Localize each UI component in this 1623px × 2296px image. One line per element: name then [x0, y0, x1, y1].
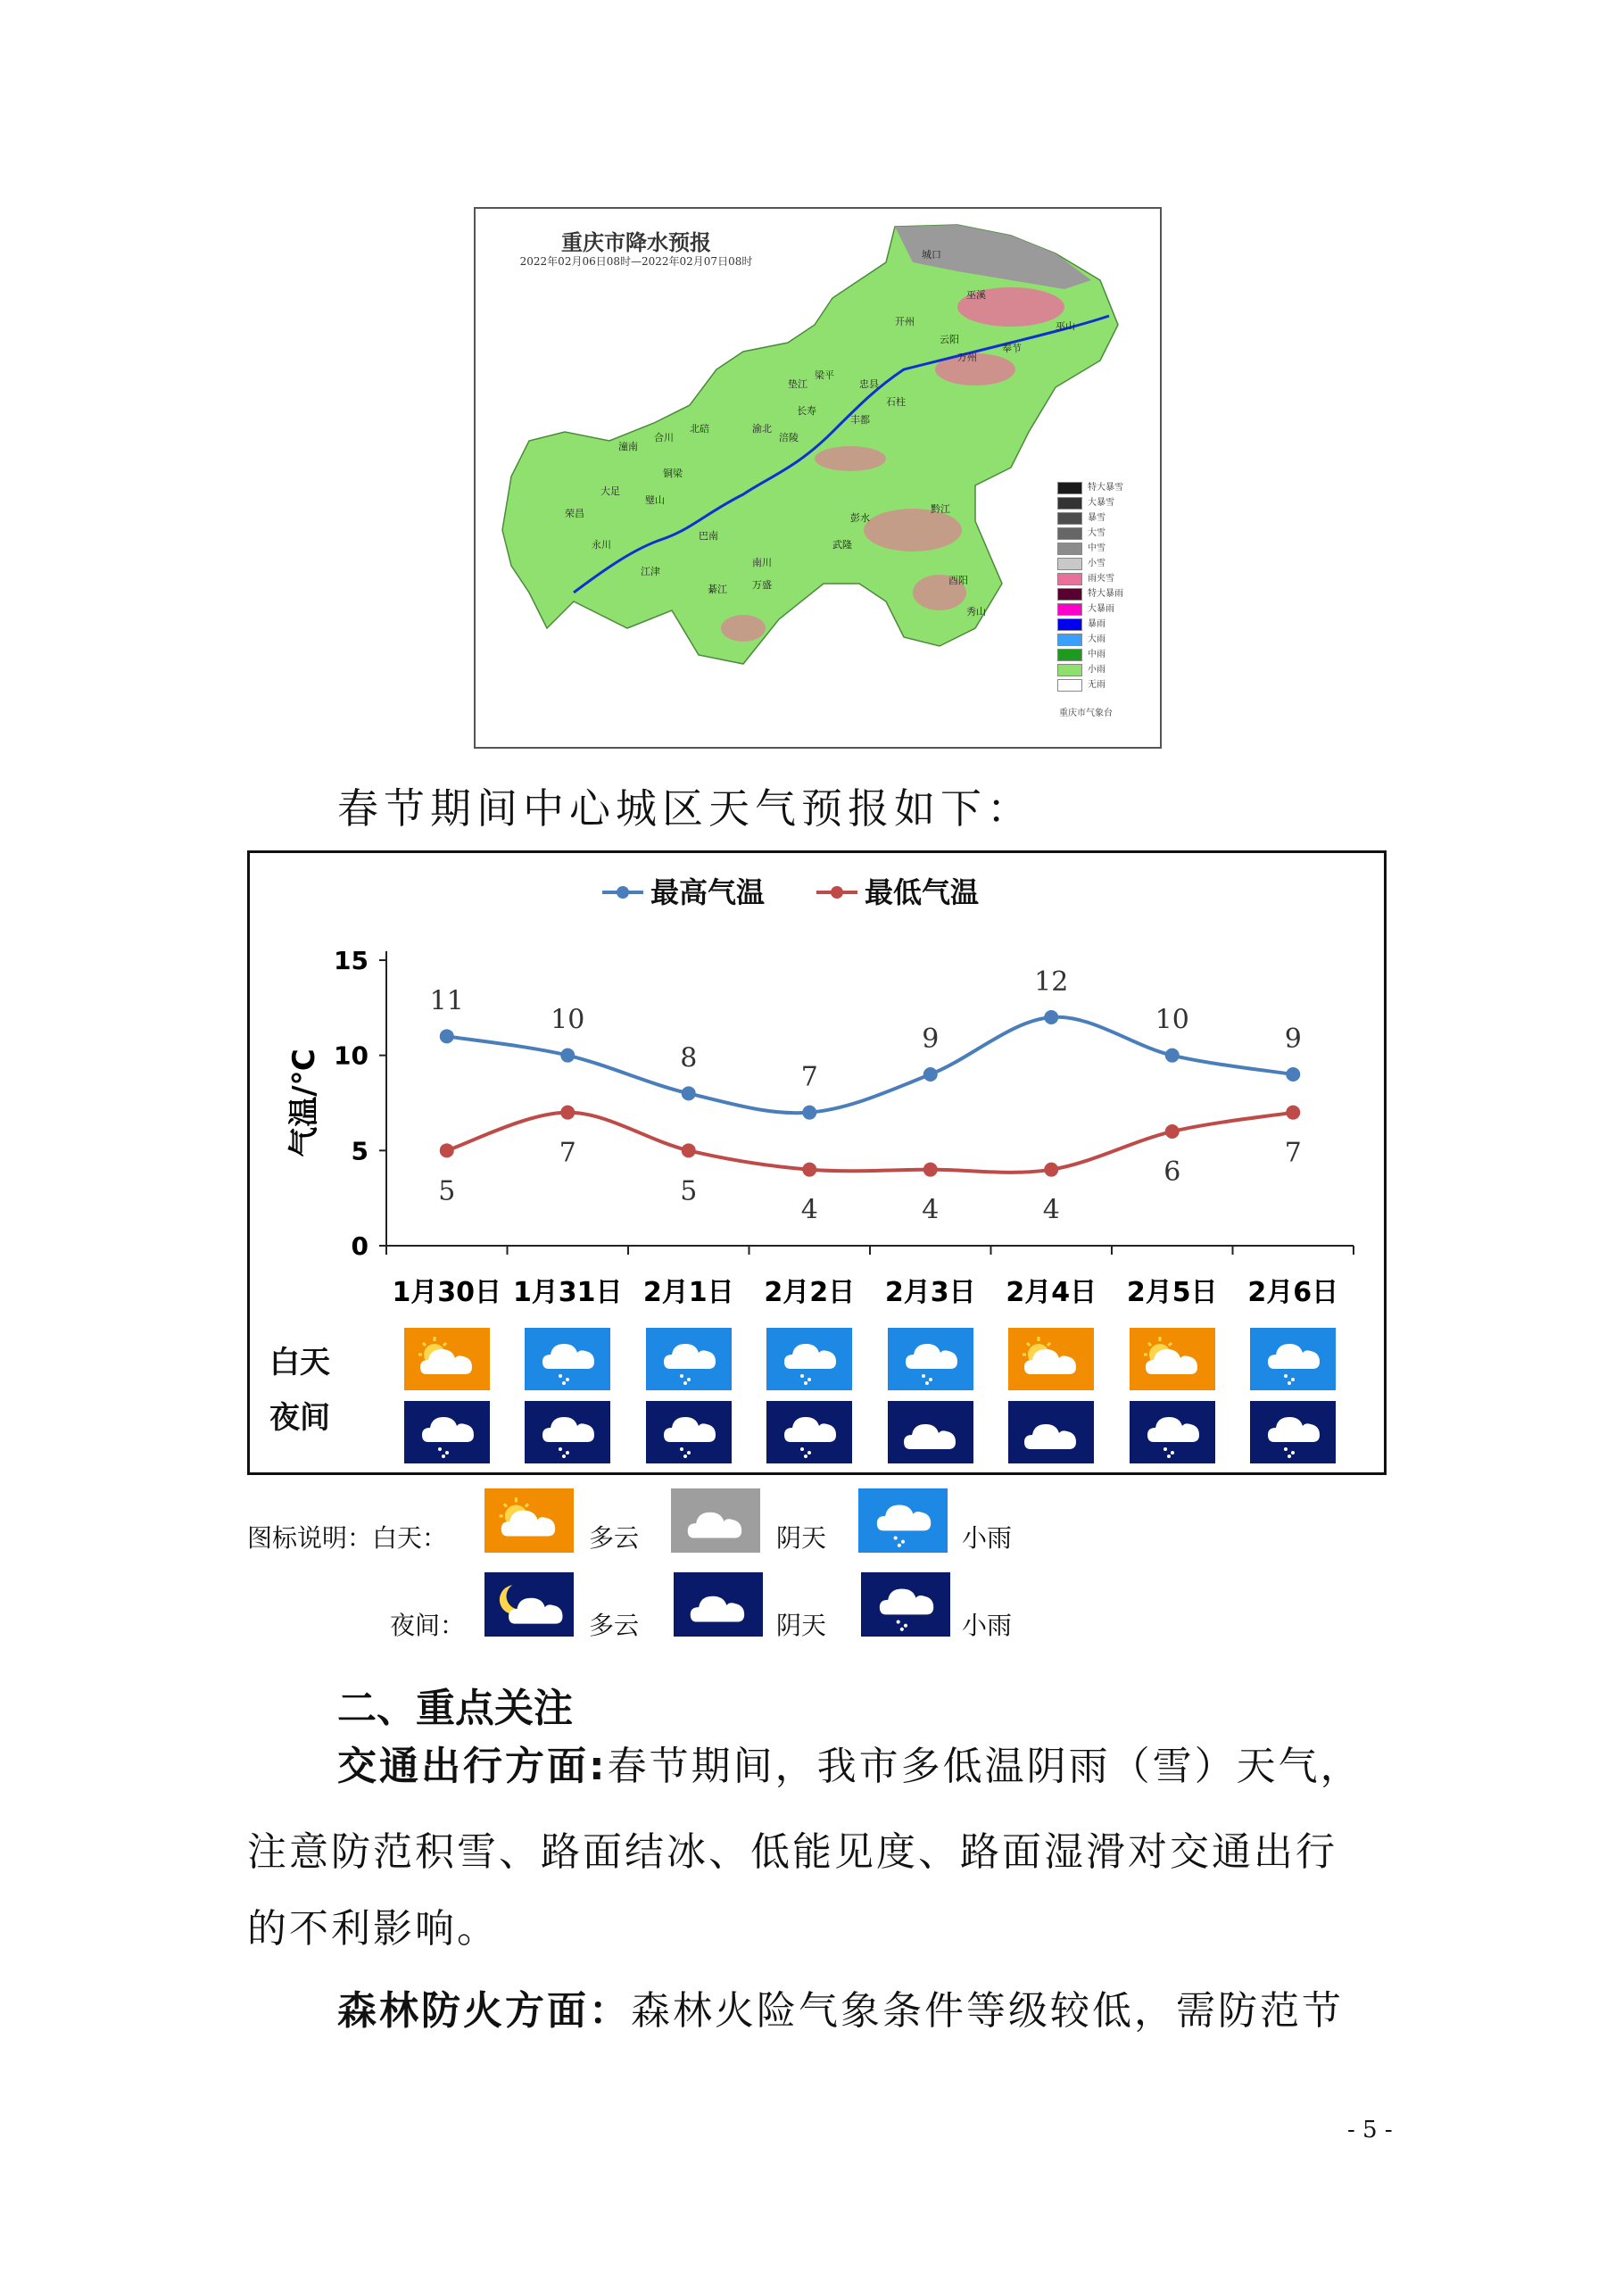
legend-swatch	[1057, 512, 1082, 525]
data-label: 12	[1034, 966, 1069, 998]
legend-swatch	[1057, 618, 1082, 631]
data-label: 4	[1042, 1194, 1060, 1226]
map-legend-item	[1057, 587, 1155, 601]
map-legend-item	[1057, 678, 1155, 692]
traffic-paragraph-line1: 交通出行方面:春节期间，我市多低温阴雨（雪）天气，	[337, 1744, 1362, 1789]
light-rain-day-icon	[646, 1328, 732, 1390]
map-place-label: 云阳	[940, 334, 959, 345]
map-place-label: 彭水	[850, 512, 870, 524]
legend-swatch	[1057, 649, 1082, 661]
forest-heading: 森林防火方面：	[337, 1988, 631, 2034]
data-label: 6	[1163, 1156, 1181, 1188]
map-place-label: 潼南	[618, 441, 638, 452]
map-legend-item	[1057, 618, 1155, 632]
y-tick-label: 15	[334, 946, 368, 975]
light-rain-night-icon	[766, 1401, 852, 1463]
data-label: 11	[429, 985, 464, 1017]
map-place-label: 铜梁	[663, 468, 683, 479]
partly-cloudy-day-icon	[1130, 1328, 1215, 1390]
data-point	[802, 1163, 816, 1177]
legend-label: 大雪	[1088, 528, 1105, 538]
day-row-label: 白天	[269, 1345, 330, 1380]
map-place-label: 渝北	[752, 423, 772, 435]
light-rain-day-icon	[766, 1328, 852, 1390]
map-place-label: 酉阳	[948, 575, 968, 586]
legend-label: 雨夹雪	[1088, 574, 1114, 584]
legend-day-overcast-label: 阴天	[776, 1523, 827, 1553]
overcast-night-icon	[1008, 1401, 1094, 1463]
map-place-label: 奉节	[1002, 343, 1022, 354]
map-place-label: 南川	[752, 557, 772, 568]
legend-label: 中雨	[1088, 650, 1105, 659]
legend-label: 无雨	[1088, 680, 1105, 690]
x-tick-label: 2月3日	[884, 1277, 976, 1308]
legend-night-overcast-label: 阴天	[776, 1611, 827, 1640]
legend-night-rain-icon	[861, 1572, 950, 1637]
map-place-label: 荣昌	[565, 508, 584, 519]
map-place-label: 黔江	[931, 503, 950, 515]
legend-label: 小雪	[1088, 559, 1105, 568]
light-rain-night-icon	[646, 1401, 732, 1463]
map-place-label: 万州	[957, 352, 977, 363]
data-point	[682, 1086, 696, 1100]
light-rain-day-icon	[888, 1328, 973, 1390]
map-place-label: 北碚	[690, 423, 709, 435]
map-place-label: 秀山	[966, 606, 986, 618]
chart-legend-marker	[831, 886, 843, 899]
light-rain-day-icon	[525, 1328, 610, 1390]
data-point	[440, 1143, 454, 1157]
data-label: 9	[1284, 1024, 1302, 1055]
data-label: 4	[800, 1194, 818, 1226]
x-tick-label: 2月4日	[1006, 1277, 1097, 1308]
map-place-label: 万盛	[752, 579, 772, 591]
map-place-label: 城口	[922, 249, 941, 261]
legend-swatch	[1057, 573, 1082, 585]
map-place-label: 巴南	[699, 530, 718, 542]
icon-legend-title: 图标说明：白天：	[247, 1523, 448, 1553]
light-rain-night-icon	[1130, 1401, 1215, 1463]
map-sleet-patch	[815, 446, 886, 471]
traffic-paragraph-line2: 注意防范积雪、路面结冰、低能见度、路面湿滑对交通出行	[247, 1829, 1337, 1875]
data-point	[440, 1029, 454, 1043]
legend-swatch	[1057, 634, 1082, 646]
data-point	[1286, 1067, 1300, 1082]
y-tick-label: 5	[351, 1136, 368, 1166]
x-tick-label: 2月1日	[642, 1277, 734, 1308]
map-sleet-patch	[864, 509, 962, 551]
legend-label: 暴雨	[1088, 619, 1105, 629]
data-label: 7	[559, 1137, 576, 1169]
map-place-label: 垫江	[788, 378, 807, 390]
map-place-label: 武隆	[832, 539, 852, 551]
map-place-label: 梁平	[815, 369, 834, 381]
legend-label: 中雪	[1088, 543, 1105, 553]
light-rain-night-icon	[404, 1401, 490, 1463]
map-place-label: 开州	[895, 316, 915, 327]
chart-legend-label: 最低气温	[865, 875, 980, 909]
forest-paragraph-line1: 森林防火方面：森林火险气象条件等级较低，需防范节	[337, 1988, 1344, 2034]
legend-label: 大暴雨	[1088, 604, 1114, 614]
legend-label: 特大暴雪	[1088, 483, 1123, 493]
data-point	[923, 1163, 938, 1177]
data-label: 10	[551, 1004, 585, 1036]
y-axis-label: 气温/℃	[286, 1049, 322, 1157]
data-label: 9	[922, 1024, 940, 1055]
x-tick-label: 1月30日	[392, 1277, 502, 1308]
precipitation-map	[474, 207, 1162, 749]
legend-swatch	[1057, 497, 1082, 510]
traffic-paragraph-line3: 的不利影响。	[247, 1906, 499, 1952]
partly-cloudy-day-icon	[1008, 1328, 1094, 1390]
map-place-label: 大足	[600, 485, 620, 497]
legend-swatch	[1057, 527, 1082, 540]
light-rain-night-icon	[525, 1401, 610, 1463]
x-tick-label: 1月31日	[512, 1277, 623, 1308]
legend-swatch	[1057, 543, 1082, 555]
data-label: 8	[680, 1042, 698, 1074]
map-place-label: 涪陵	[779, 432, 799, 443]
data-label: 10	[1155, 1004, 1189, 1036]
map-place-label: 綦江	[708, 584, 727, 595]
legend-swatch	[1057, 664, 1082, 676]
map-legend-item	[1057, 648, 1155, 662]
map-place-label: 长寿	[797, 405, 816, 417]
map-place-label: 合川	[654, 432, 674, 443]
chart-legend-label: 最高气温	[650, 875, 766, 909]
legend-label: 小雨	[1088, 665, 1105, 675]
partly-cloudy-day-icon	[404, 1328, 490, 1390]
x-tick-label: 2月2日	[764, 1277, 856, 1308]
legend-night-cloudy-icon	[484, 1572, 574, 1637]
legend-swatch	[1057, 603, 1082, 616]
chart-legend-marker	[617, 886, 629, 899]
legend-night-cloudy-label: 多云	[589, 1611, 640, 1640]
data-point	[682, 1143, 696, 1157]
map-place-label: 巫溪	[966, 289, 986, 301]
map-legend-item	[1057, 633, 1155, 647]
data-point	[802, 1106, 816, 1120]
legend-label: 暴雪	[1088, 513, 1105, 523]
map-legend-item	[1057, 572, 1155, 586]
map-place-label: 江津	[641, 566, 660, 577]
map-legend-item	[1057, 602, 1155, 617]
map-legend-item	[1057, 481, 1155, 495]
map-legend-item	[1057, 663, 1155, 677]
light-rain-night-icon	[1250, 1401, 1336, 1463]
x-tick-label: 2月5日	[1126, 1277, 1218, 1308]
intro-text: 春节期间中心城区天气预报如下：	[337, 784, 1033, 833]
map-subtitle: 2022年02月06日08时—2022年02月07日08时	[519, 255, 753, 268]
map-title: 重庆市降水预报	[561, 229, 711, 255]
map-source: 重庆市气象台	[1059, 709, 1113, 718]
x-tick-label: 2月6日	[1247, 1277, 1339, 1308]
data-point	[1165, 1049, 1180, 1063]
map-place-label: 巫山	[1056, 320, 1075, 332]
overcast-night-icon	[888, 1401, 973, 1463]
page-number: - 5 -	[1347, 2117, 1393, 2143]
map-place-label: 丰都	[850, 414, 870, 426]
section-title: 二、重点关注	[337, 1686, 573, 1731]
legend-day-overcast-icon	[671, 1488, 760, 1553]
light-rain-day-icon	[1250, 1328, 1336, 1390]
data-label: 7	[1284, 1137, 1302, 1169]
map-place-label: 忠县	[859, 378, 879, 390]
data-point	[923, 1067, 938, 1082]
legend-day-cloudy-label: 多云	[589, 1523, 640, 1553]
icon-legend-night-title: 夜间：	[390, 1611, 466, 1640]
traffic-heading: 交通出行方面:	[337, 1744, 608, 1789]
forecast-chart-panel	[247, 850, 1387, 1475]
legend-night-overcast-icon	[674, 1572, 763, 1637]
data-point	[1044, 1010, 1058, 1024]
y-tick-label: 10	[334, 1040, 368, 1071]
legend-day-rain-icon	[858, 1488, 948, 1553]
map-place-label: 璧山	[645, 494, 665, 506]
map-place-label: 石柱	[886, 396, 906, 408]
legend-swatch	[1057, 679, 1082, 692]
map-legend-item	[1057, 557, 1155, 571]
legend-swatch	[1057, 588, 1082, 601]
map-legend-item	[1057, 496, 1155, 510]
night-row-label: 夜间	[269, 1400, 330, 1436]
map-legend-item	[1057, 511, 1155, 526]
legend-swatch	[1057, 558, 1082, 570]
legend-label: 特大暴雨	[1088, 589, 1123, 599]
legend-day-cloudy-icon	[484, 1488, 574, 1553]
data-point	[1044, 1163, 1058, 1177]
map-place-label: 永川	[592, 539, 611, 551]
legend-label: 大雨	[1088, 634, 1105, 644]
legend-label: 大暴雪	[1088, 498, 1114, 508]
data-point	[1165, 1124, 1180, 1139]
legend-swatch	[1057, 482, 1082, 494]
map-legend-item	[1057, 542, 1155, 556]
data-label: 7	[800, 1061, 818, 1093]
map-legend-item	[1057, 526, 1155, 541]
data-point	[560, 1106, 575, 1120]
data-point	[1286, 1106, 1300, 1120]
data-point	[560, 1049, 575, 1063]
data-label: 5	[680, 1175, 698, 1207]
map-sleet-patch	[721, 615, 766, 642]
y-tick-label: 0	[351, 1231, 368, 1261]
legend-day-rain-label: 小雨	[962, 1523, 1013, 1553]
data-label: 4	[922, 1194, 940, 1226]
data-label: 5	[438, 1175, 456, 1207]
legend-night-rain-label: 小雨	[962, 1611, 1013, 1640]
